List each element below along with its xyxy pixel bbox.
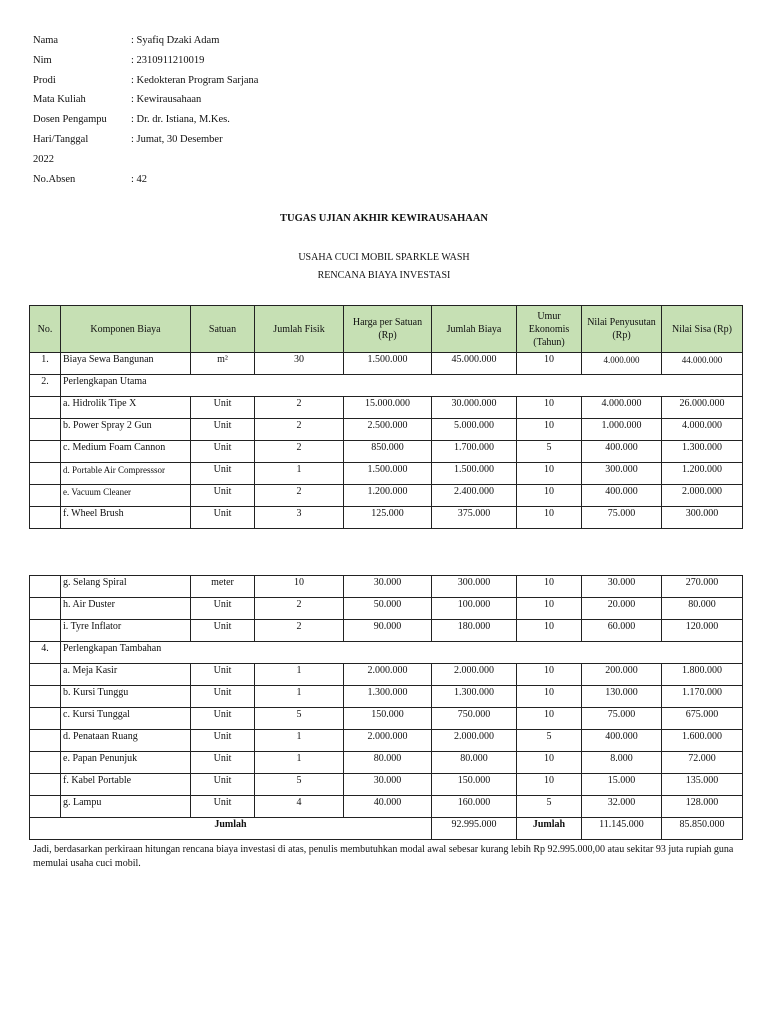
row-harga: 1.500.000 — [344, 353, 432, 375]
row-umur: 5 — [517, 441, 582, 463]
row-umur: 10 — [517, 686, 582, 708]
table-row — [30, 664, 743, 686]
row-komponen: f. Kabel Portable — [61, 774, 191, 796]
totals-label: Jumlah — [30, 818, 432, 840]
row-penyusutan: 20.000 — [582, 598, 662, 620]
row-no — [30, 708, 61, 730]
row-umur: 10 — [517, 485, 582, 507]
row-no — [30, 686, 61, 708]
row-jumlah-fisik: 2 — [255, 397, 344, 419]
row-komponen: c. Kursi Tunggal — [61, 708, 191, 730]
row-penyusutan: 4.000.000 — [582, 353, 662, 375]
row-jumlah-fisik: 3 — [255, 507, 344, 529]
totals-jumlah-biaya: 92.995.000 — [432, 818, 517, 840]
row-satuan: Unit — [191, 730, 255, 752]
row-umur: 10 — [517, 463, 582, 485]
row-jumlah-biaya: 30.000.000 — [432, 397, 517, 419]
row-harga: 1.300.000 — [344, 686, 432, 708]
row-umur: 10 — [517, 598, 582, 620]
header-sisa: Nilai Sisa (Rp) — [662, 306, 743, 353]
table-row — [30, 708, 743, 730]
row-satuan: Unit — [191, 419, 255, 441]
table-row — [30, 507, 743, 529]
row-harga: 80.000 — [344, 752, 432, 774]
row-umur: 10 — [517, 507, 582, 529]
row-penyusutan: 15.000 — [582, 774, 662, 796]
row-jumlah-fisik: 2 — [255, 419, 344, 441]
row-umur: 10 — [517, 708, 582, 730]
row-jumlah-biaya: 2.000.000 — [432, 664, 517, 686]
row-no — [30, 463, 61, 485]
row-jumlah-fisik: 5 — [255, 708, 344, 730]
row-komponen: f. Wheel Brush — [61, 507, 191, 529]
info-value: : Dr. dr. Istiana, M.Kes. — [131, 114, 230, 126]
row-jumlah-biaya: 300.000 — [432, 576, 517, 598]
row-komponen: d. Penataan Ruang — [61, 730, 191, 752]
row-sisa: 300.000 — [662, 507, 743, 529]
header-jumlah-biaya: Jumlah Biaya — [432, 306, 517, 353]
table-row — [30, 620, 743, 642]
row-satuan: Unit — [191, 485, 255, 507]
row-penyusutan: 1.000.000 — [582, 419, 662, 441]
table-row — [30, 752, 743, 774]
row-harga: 30.000 — [344, 774, 432, 796]
row-satuan: meter — [191, 576, 255, 598]
row-penyusutan: 60.000 — [582, 620, 662, 642]
row-no — [30, 664, 61, 686]
row-penyusutan: 75.000 — [582, 507, 662, 529]
header-penyusutan: Nilai Penyusutan (Rp) — [582, 306, 662, 353]
row-penyusutan: 30.000 — [582, 576, 662, 598]
row-no — [30, 730, 61, 752]
row-jumlah-fisik: 2 — [255, 598, 344, 620]
row-sisa: 128.000 — [662, 796, 743, 818]
info-value: : Syafiq Dzaki Adam — [131, 35, 220, 46]
row-jumlah-fisik: 1 — [255, 463, 344, 485]
row-umur: 10 — [517, 576, 582, 598]
row-no — [30, 485, 61, 507]
info-label: No.Absen — [33, 173, 76, 185]
table-row — [30, 419, 743, 441]
row-jumlah-biaya: 1.700.000 — [432, 441, 517, 463]
row-penyusutan: 400.000 — [582, 441, 662, 463]
row-jumlah-fisik: 30 — [255, 353, 344, 375]
row-jumlah-biaya: 1.500.000 — [432, 463, 517, 485]
row-satuan: Unit — [191, 598, 255, 620]
info-value: : Jumat, 30 Desember — [131, 133, 223, 145]
row-satuan: Unit — [191, 686, 255, 708]
row-jumlah-biaya: 1.300.000 — [432, 686, 517, 708]
section-name: Perlengkapan Tambahan — [61, 642, 743, 664]
section-name: Perlengkapan Utama — [61, 375, 743, 397]
row-komponen: a. Meja Kasir — [61, 664, 191, 686]
row-no — [30, 796, 61, 818]
section-row — [30, 642, 743, 664]
info-value: : 2310911210019 — [131, 54, 205, 66]
info-value: : 42 — [131, 173, 148, 185]
row-sisa: 72.000 — [662, 752, 743, 774]
totals-row — [30, 818, 743, 840]
row-komponen: c. Medium Foam Cannon — [61, 441, 191, 463]
row-satuan: Unit — [191, 620, 255, 642]
row-no — [30, 774, 61, 796]
table-row — [30, 774, 743, 796]
info-value: : Kewirausahaan — [131, 94, 202, 106]
row-jumlah-biaya: 150.000 — [432, 774, 517, 796]
row-komponen: e. Vacuum Cleaner — [61, 485, 191, 507]
row-satuan: m² — [191, 353, 255, 375]
row-sisa: 270.000 — [662, 576, 743, 598]
table-row — [30, 576, 743, 598]
row-umur: 10 — [517, 397, 582, 419]
row-komponen: g. Selang Spiral — [61, 576, 191, 598]
section-row — [30, 375, 743, 397]
row-jumlah-fisik: 5 — [255, 774, 344, 796]
info-label: Dosen Pengampu — [33, 114, 107, 126]
conclusion-text: Jadi, berdasarkan perkiraan hitungan rencana biaya investasi di atas, penulis membutuhkan modal awal sebesar kurang lebih Rp 92.995.000,00 atau sekitar 93 juta rupiah guna memulai usaha cuci mobil. — [33, 844, 734, 869]
table-row — [30, 686, 743, 708]
row-jumlah-biaya: 45.000.000 — [432, 353, 517, 375]
row-penyusutan: 400.000 — [582, 485, 662, 507]
row-harga: 1.200.000 — [344, 485, 432, 507]
totals-label-2: Jumlah — [517, 818, 582, 840]
document-title: TUGAS UJIAN AKHIR KEWIRAUSAHAAN — [280, 213, 488, 224]
row-no — [30, 598, 61, 620]
row-no — [30, 507, 61, 529]
row-harga: 30.000 — [344, 576, 432, 598]
row-umur: 10 — [517, 664, 582, 686]
row-komponen: h. Air Duster — [61, 598, 191, 620]
row-komponen: i. Tyre Inflator — [61, 620, 191, 642]
info-value: : Kedokteran Program Sarjana — [131, 74, 259, 86]
row-penyusutan: 400.000 — [582, 730, 662, 752]
row-harga: 50.000 — [344, 598, 432, 620]
row-umur: 10 — [517, 774, 582, 796]
row-sisa: 1.200.000 — [662, 463, 743, 485]
row-umur: 10 — [517, 353, 582, 375]
row-no: 1. — [30, 353, 61, 375]
table-row — [30, 353, 743, 375]
row-sisa: 80.000 — [662, 598, 743, 620]
row-sisa: 675.000 — [662, 708, 743, 730]
row-komponen: g. Lampu — [61, 796, 191, 818]
table-row — [30, 730, 743, 752]
row-penyusutan: 200.000 — [582, 664, 662, 686]
investment-table-part1 — [29, 305, 743, 529]
row-umur: 10 — [517, 620, 582, 642]
plan-title: RENCANA BIAYA INVESTASI — [317, 270, 451, 281]
table-row — [30, 441, 743, 463]
info-label: Prodi — [33, 74, 56, 86]
table-row — [30, 598, 743, 620]
row-harga: 150.000 — [344, 708, 432, 730]
info-label: Mata Kuliah — [33, 94, 86, 106]
header-harga: Harga per Satuan (Rp) — [344, 306, 432, 353]
row-umur: 10 — [517, 752, 582, 774]
row-umur: 5 — [517, 730, 582, 752]
row-sisa: 135.000 — [662, 774, 743, 796]
row-no: 2. — [30, 375, 61, 397]
row-satuan: Unit — [191, 463, 255, 485]
row-satuan: Unit — [191, 796, 255, 818]
row-no — [30, 620, 61, 642]
header-umur: Umur Ekonomis (Tahun) — [517, 306, 582, 353]
row-umur: 5 — [517, 796, 582, 818]
row-jumlah-biaya: 80.000 — [432, 752, 517, 774]
row-satuan: Unit — [191, 774, 255, 796]
row-jumlah-biaya: 100.000 — [432, 598, 517, 620]
investment-table-part2 — [29, 575, 743, 840]
row-penyusutan: 130.000 — [582, 686, 662, 708]
table-row — [30, 485, 743, 507]
row-sisa: 44.000.000 — [662, 353, 743, 375]
row-sisa: 26.000.000 — [662, 397, 743, 419]
row-penyusutan: 32.000 — [582, 796, 662, 818]
row-no — [30, 397, 61, 419]
row-jumlah-fisik: 1 — [255, 752, 344, 774]
row-satuan: Unit — [191, 752, 255, 774]
header-jumlah-fisik: Jumlah Fisik — [255, 306, 344, 353]
row-penyusutan: 300.000 — [582, 463, 662, 485]
row-jumlah-fisik: 1 — [255, 730, 344, 752]
row-jumlah-biaya: 375.000 — [432, 507, 517, 529]
row-sisa: 1.600.000 — [662, 730, 743, 752]
row-no — [30, 752, 61, 774]
row-no — [30, 576, 61, 598]
row-no — [30, 419, 61, 441]
info-label: Hari/Tanggal — [33, 133, 89, 145]
row-jumlah-biaya: 2.400.000 — [432, 485, 517, 507]
row-jumlah-biaya: 180.000 — [432, 620, 517, 642]
row-komponen: a. Hidrolik Tipe X — [61, 397, 191, 419]
row-harga: 90.000 — [344, 620, 432, 642]
header-satuan: Satuan — [191, 306, 255, 353]
row-satuan: Unit — [191, 664, 255, 686]
row-jumlah-biaya: 5.000.000 — [432, 419, 517, 441]
business-name: USAHA CUCI MOBIL SPARKLE WASH — [298, 252, 470, 263]
row-komponen: e. Papan Penunjuk — [61, 752, 191, 774]
row-komponen: Biaya Sewa Bangunan — [61, 353, 191, 375]
row-komponen: b. Power Spray 2 Gun — [61, 419, 191, 441]
row-sisa: 1.800.000 — [662, 664, 743, 686]
row-jumlah-biaya: 2.000.000 — [432, 730, 517, 752]
table-row — [30, 397, 743, 419]
row-sisa: 2.000.000 — [662, 485, 743, 507]
info-label: 2022 — [33, 153, 54, 165]
table-row — [30, 463, 743, 485]
row-jumlah-fisik: 2 — [255, 441, 344, 463]
row-harga: 15.000.000 — [344, 397, 432, 419]
info-label: Nim — [33, 54, 52, 66]
row-satuan: Unit — [191, 441, 255, 463]
row-komponen: b. Kursi Tunggu — [61, 686, 191, 708]
row-sisa: 4.000.000 — [662, 419, 743, 441]
row-harga: 1.500.000 — [344, 463, 432, 485]
row-penyusutan: 4.000.000 — [582, 397, 662, 419]
row-jumlah-fisik: 1 — [255, 686, 344, 708]
row-jumlah-fisik: 2 — [255, 485, 344, 507]
row-harga: 2.500.000 — [344, 419, 432, 441]
row-harga: 125.000 — [344, 507, 432, 529]
row-satuan: Unit — [191, 507, 255, 529]
row-sisa: 120.000 — [662, 620, 743, 642]
row-jumlah-biaya: 160.000 — [432, 796, 517, 818]
row-umur: 10 — [517, 419, 582, 441]
row-sisa: 1.300.000 — [662, 441, 743, 463]
row-jumlah-fisik: 2 — [255, 620, 344, 642]
row-no — [30, 441, 61, 463]
totals-sisa: 85.850.000 — [662, 818, 743, 840]
row-jumlah-fisik: 1 — [255, 664, 344, 686]
table-row — [30, 796, 743, 818]
row-penyusutan: 75.000 — [582, 708, 662, 730]
row-komponen: d. Portable Air Compresssor — [61, 463, 191, 485]
row-harga: 40.000 — [344, 796, 432, 818]
row-harga: 850.000 — [344, 441, 432, 463]
totals-penyusutan: 11.145.000 — [582, 818, 662, 840]
row-sisa: 1.170.000 — [662, 686, 743, 708]
row-harga: 2.000.000 — [344, 730, 432, 752]
row-jumlah-fisik: 10 — [255, 576, 344, 598]
row-no: 4. — [30, 642, 61, 664]
header-no: No. — [30, 306, 61, 353]
row-jumlah-biaya: 750.000 — [432, 708, 517, 730]
row-harga: 2.000.000 — [344, 664, 432, 686]
row-satuan: Unit — [191, 397, 255, 419]
row-jumlah-fisik: 4 — [255, 796, 344, 818]
row-satuan: Unit — [191, 708, 255, 730]
row-penyusutan: 8.000 — [582, 752, 662, 774]
info-label: Nama — [33, 35, 59, 46]
header-komponen: Komponen Biaya — [61, 306, 191, 353]
